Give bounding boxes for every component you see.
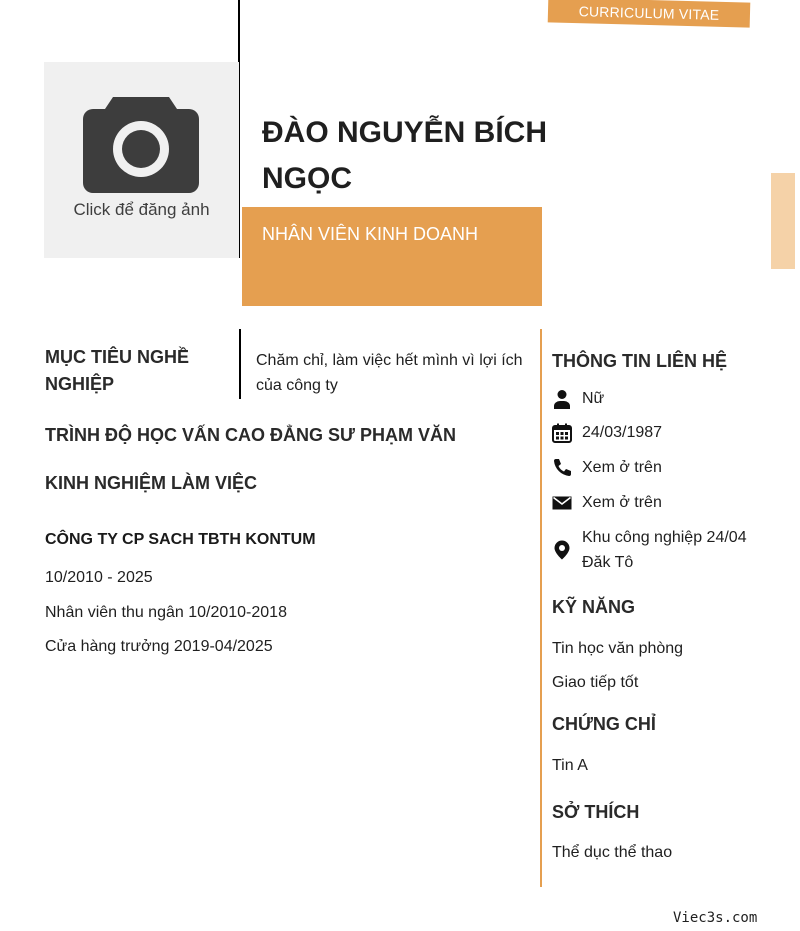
- company-name: CÔNG TY CP SACH TBTH KONTUM: [45, 531, 316, 548]
- contact-gender: [552, 386, 772, 411]
- person-icon: [552, 389, 572, 409]
- calendar-icon: [552, 423, 572, 443]
- contact-email: [552, 490, 772, 515]
- skills-heading: KỸ NĂNG: [552, 597, 636, 617]
- envelope-icon: [552, 493, 572, 513]
- objective-divider: [239, 329, 241, 399]
- job-title: NHÂN VIÊN KINH DOANH: [262, 224, 479, 244]
- experience-period: 10/2010 - 2025: [45, 569, 153, 586]
- experience-heading: KINH NGHIỆM LÀM VIỆC: [45, 473, 258, 493]
- education-heading: TRÌNH ĐỘ HỌC VẤN CAO ĐẲNG SƯ PHẠM VĂN: [45, 425, 456, 445]
- job-title-box: [242, 207, 542, 306]
- hobby-item: Thể dục thể thao: [552, 844, 673, 861]
- curriculum-vitae-tag: CURRICULUM VITAE: [548, 0, 751, 28]
- footer-brand: Viec3s.com: [673, 910, 758, 926]
- side-accent-bar: [771, 173, 795, 269]
- certificates-heading: CHỨNG CHỈ: [552, 714, 656, 734]
- contact-heading: THÔNG TIN LIÊN HỆ: [552, 351, 727, 371]
- location-pin-icon: [552, 540, 572, 560]
- skill-item: Giao tiếp tốt: [552, 674, 639, 691]
- gender-text: Nữ: [582, 390, 605, 407]
- photo-upload-text: Click để đăng ảnh: [73, 200, 210, 219]
- candidate-name: ĐÀO NGUYỄN BÍCH NGỌC: [262, 116, 548, 195]
- objective-heading: MỤC TIÊU NGHỀ NGHIỆP: [45, 347, 189, 394]
- camera-icon: [83, 91, 199, 193]
- objective-text: Chăm chỉ, làm việc hết mình vì lợi ích của công ty: [256, 352, 523, 394]
- photo-upload[interactable]: [44, 62, 239, 258]
- contact-birthday: [552, 420, 772, 445]
- contact-phone: [552, 455, 772, 480]
- experience-role: Cửa hàng trưởng 2019-04/2025: [45, 638, 273, 655]
- sidebar-divider: [540, 329, 542, 887]
- phone-icon: [552, 458, 572, 478]
- skill-item: Tin học văn phòng: [552, 640, 684, 657]
- experience-role: Nhân viên thu ngân 10/2010-2018: [45, 604, 287, 621]
- phone-text: Xem ở trên: [582, 459, 662, 476]
- birthday-text: 24/03/1987: [582, 424, 663, 441]
- certificate-item: Tin A: [552, 757, 588, 774]
- email-text: Xem ở trên: [582, 494, 662, 511]
- contact-address: [552, 525, 772, 575]
- address-text: Khu công nghiệp 24/04 Đăk Tô: [582, 529, 747, 571]
- hobbies-heading: SỞ THÍCH: [552, 802, 640, 822]
